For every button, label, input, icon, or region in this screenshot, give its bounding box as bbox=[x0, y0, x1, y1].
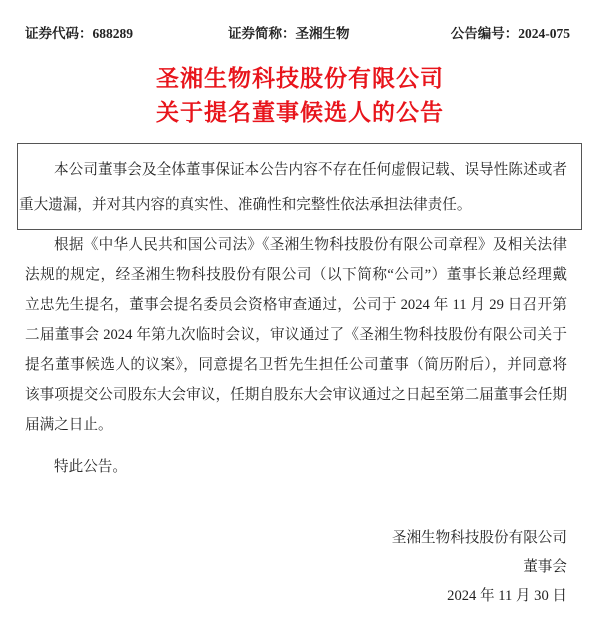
body-line: 提名董事候选人的议案》，同意提名卫哲先生担任公司董事（简历附后），并同意将 bbox=[25, 357, 567, 373]
body-line: 法规的规定，经圣湘生物科技股份有限公司（以下简称“公司”）董事长兼总经理戴 bbox=[25, 267, 567, 283]
header-notice-number: 公告编号：2024-075 bbox=[450, 26, 570, 41]
body-line: 二届董事会 2024 年第九次临时会议，审议通过了《圣湘生物科技股份有限公司关于 bbox=[25, 327, 567, 343]
header-stock-name: 证券简称：圣湘生物 bbox=[228, 26, 350, 41]
body-line: 届满之日止。 bbox=[25, 417, 113, 433]
body-line: 该事项提交公司股东大会审议，任期自股东大会审议通过之日起至第二届董事会任期 bbox=[25, 387, 567, 403]
body-line: 立忠先生提名，董事会提名委员会资格审查通过，公司于 2024 年 11 月 29 日召开第 bbox=[25, 297, 567, 313]
title-line-1: 圣湘生物科技股份有限公司 bbox=[156, 66, 444, 91]
signature-board: 董事会 bbox=[523, 559, 567, 575]
closing-text: 特此公告。 bbox=[54, 459, 127, 475]
disclaimer-line: 重大遗漏，并对其内容的真实性、准确性和完整性依法承担法律责任。 bbox=[19, 197, 472, 213]
signature-date: 2024 年 11 月 30 日 bbox=[447, 588, 567, 604]
disclaimer-box bbox=[17, 143, 582, 230]
body-line: 根据《中华人民共和国公司法》《圣湘生物科技股份有限公司章程》及相关法律 bbox=[54, 237, 567, 253]
disclaimer-line: 本公司董事会及全体董事保证本公告内容不存在任何虚假记载、误导性陈述或者 bbox=[54, 162, 567, 178]
title-line-2: 关于提名董事候选人的公告 bbox=[156, 100, 444, 125]
header-stock-code: 证券代码：688289 bbox=[25, 26, 133, 41]
signature-company: 圣湘生物科技股份有限公司 bbox=[391, 530, 567, 546]
